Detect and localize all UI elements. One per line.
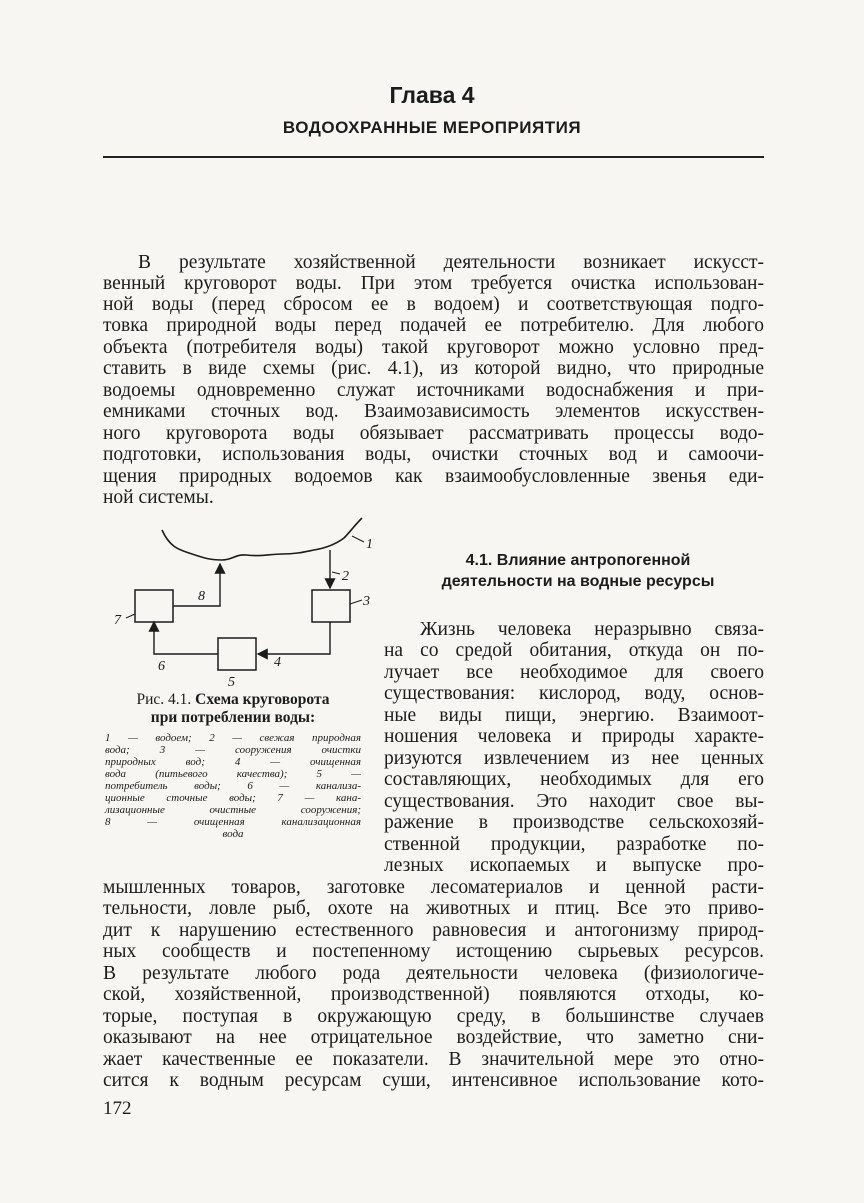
arrow-wastewater xyxy=(154,622,218,654)
text-line: В результате хозяйственной деятельности возникает искусст- xyxy=(138,252,764,273)
text-line: щения природных водоемов как взаимообусловленные звенья еди- xyxy=(103,466,764,487)
text-line: ражение в производстве сельскохозяй- xyxy=(384,812,764,833)
text-line: ной системы. xyxy=(103,487,214,508)
text-line: В результате любого рода деятельности человека (физиологиче- xyxy=(103,963,764,984)
text-line: ные виды пищи, энергию. Взаимоот- xyxy=(384,705,764,726)
box-consumer xyxy=(218,638,256,670)
text-line: составляющих, необходимых для его xyxy=(384,769,764,790)
text-line: емниками сточных вод. Взаимозависимость элементов искусствен- xyxy=(103,401,764,422)
text-line: ного круговорота воды обязывает рассматривать процессы водо- xyxy=(103,423,764,444)
text-line: ных сообществ и постепенному истощению сырьевых ресурсов. xyxy=(103,941,764,962)
text-line: существования. Это находит свое вы- xyxy=(384,791,764,812)
legend-line: вода; 3 — сооружения очистки xyxy=(105,744,361,756)
text-line: венный круговорот воды. При этом требуется очистка использован- xyxy=(103,273,764,294)
text-line: ской, хозяйственной, производственной) появляются отходы, ко- xyxy=(103,984,764,1005)
label-2: 2 xyxy=(342,569,349,584)
chapter-label: Глава 4 xyxy=(389,82,475,108)
text-line: на со средой обитания, откуда он по- xyxy=(384,640,764,661)
label-8: 8 xyxy=(198,589,205,604)
chapter-title: ВОДООХРАННЫЕ МЕРОПРИЯТИЯ xyxy=(282,118,582,137)
text-line: лезных ископаемых и выпуске про- xyxy=(384,855,764,876)
legend-line: 8 — очищенная канализационная xyxy=(105,816,361,828)
text-line: ризуются извлечением из нее ценных xyxy=(384,748,764,769)
box-treatment-natural xyxy=(312,590,350,622)
legend-line: потребитель воды; 6 — канализа- xyxy=(105,780,361,792)
text-line: водоемы одновременно служат источниками водоснабжения и при- xyxy=(103,380,764,401)
section-title-line2: деятельности на водные ресурсы xyxy=(441,573,715,590)
figure-caption-2: при потреблении воды: xyxy=(150,709,316,726)
figure-caption-line1: Схема круговорота xyxy=(195,691,330,708)
text-line: существования: кислород, воду, основ- xyxy=(384,683,764,704)
text-line: ственной продукции, разработке по- xyxy=(384,834,764,855)
label-3: 3 xyxy=(363,594,370,609)
text-line: мышленных товаров, заготовке лесоматериалов и ценной расти- xyxy=(103,877,764,898)
label-7: 7 xyxy=(114,613,121,628)
text-line: тельности, ловле рыб, охоте на животных и птиц. Все это приво- xyxy=(103,898,764,919)
legend-line: природных вод; 4 — очищенная xyxy=(105,756,361,768)
text-line: лучает все необходимое для своего xyxy=(384,662,764,683)
legend-line: лизационные очистные сооружения; xyxy=(105,804,361,816)
legend-line: вода (питьевого качества); 5 — xyxy=(105,768,361,780)
text-line: ной воды (перед сбросом ее в водоем) и соответствующая подго- xyxy=(103,294,764,315)
label-4: 4 xyxy=(274,655,281,670)
text-line: подготовки, использования воды, очистки сточных вод и самоочи- xyxy=(103,444,764,465)
legend-line: вода xyxy=(222,828,244,840)
text-line: ставить в виде схемы (рис. 4.1), из которой видно, что природные xyxy=(103,358,764,379)
section-title-line1: 4.1. Влияние антропогенной xyxy=(465,552,691,569)
text-line: торые, поступая в окружающую среду, в большинстве случаев xyxy=(103,1006,764,1027)
label-6: 6 xyxy=(158,659,165,674)
text-line: ношения человека и природы характе- xyxy=(384,726,764,747)
text-line: дит к нарушению естественного равновесия и антогонизму природ- xyxy=(103,920,764,941)
legend-line: 1 — водоем; 2 — свежая природная xyxy=(105,732,361,744)
label-1: 1 xyxy=(366,537,373,552)
text-line: сится к водным ресурсам суши, интенсивное использование кото- xyxy=(103,1070,764,1091)
box-treatment-sewage xyxy=(135,590,173,622)
text-line: Жизнь человека неразрывно связа- xyxy=(420,619,764,640)
page-number: 172 xyxy=(103,1098,132,1119)
text-line: оказывают на нее отрицательное воздействие, что заметно сни- xyxy=(103,1027,764,1048)
text-line: объекта (потребителя воды) такой круговорот можно условно пред- xyxy=(103,337,764,358)
water-body-line xyxy=(162,518,362,560)
arrow-clean-water xyxy=(258,622,330,654)
arrow-treated-sewage xyxy=(173,564,220,606)
water-cycle-diagram xyxy=(100,508,390,688)
figure-number: Рис. 4.1. xyxy=(136,691,192,708)
header-rule xyxy=(103,156,764,158)
text-line: товка природной воды перед подачей ее потребителю. Для любого xyxy=(103,315,764,336)
figure-caption xyxy=(103,691,363,709)
text-line: жает качественные ее показатели. В значительной мере это отно- xyxy=(103,1049,764,1070)
legend-line: ционные сточные воды; 7 — кана- xyxy=(105,792,361,804)
label-5: 5 xyxy=(228,675,235,688)
